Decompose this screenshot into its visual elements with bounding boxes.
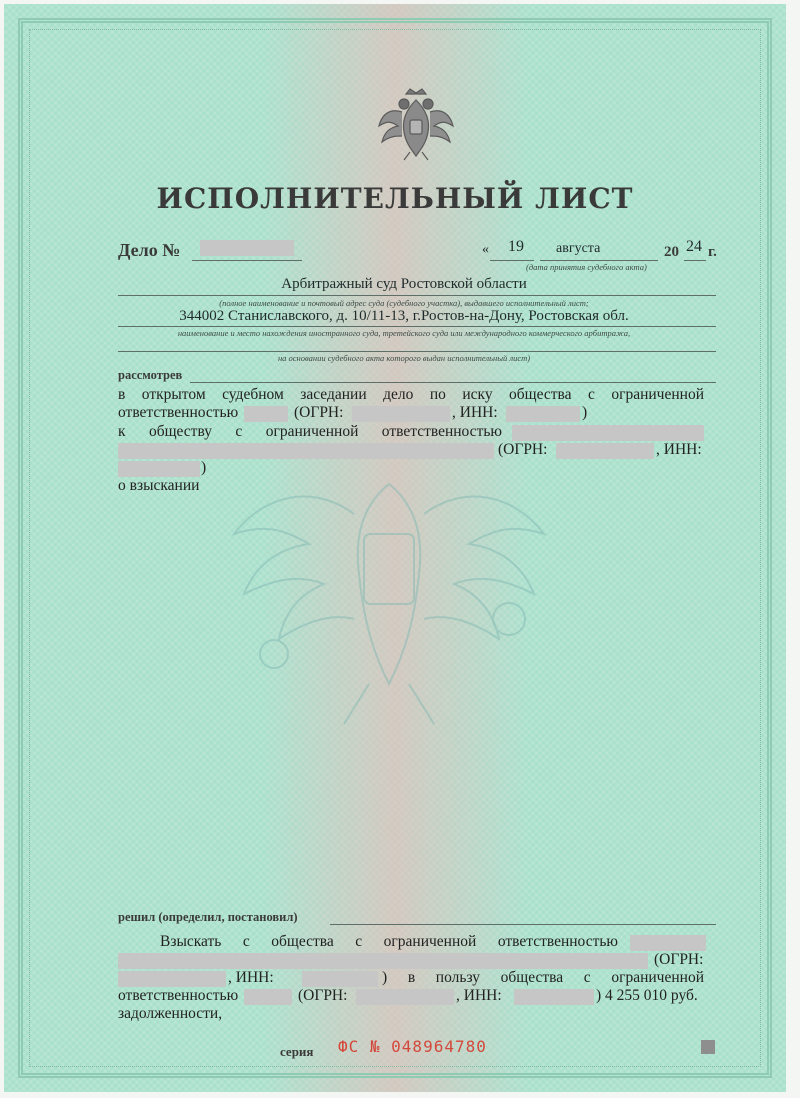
considered-line [190, 382, 716, 383]
corner-mark [701, 1040, 715, 1054]
date-day: 19 [508, 238, 524, 255]
foreign-court-caption: наименование и место нахождения иностранного суда, третейского суда или международного коммерческого арбитража, [177, 328, 631, 338]
defendant-name-redacted-2 [118, 443, 494, 459]
creditor-name-redacted [244, 989, 292, 1005]
considered-text-line-2c: , ИНН: [452, 404, 498, 421]
date-year-line [684, 260, 706, 261]
decided-text-line-5: задолженности, [118, 1005, 223, 1022]
creditor-ogrn-redacted [356, 989, 454, 1005]
considered-text-line-2b: (ОГРН: [294, 404, 344, 421]
considered-text-line-2d: ) [582, 404, 588, 421]
debtor-ogrn-redacted [118, 971, 226, 987]
date-year-suffix: 24 [686, 238, 702, 255]
case-number-redacted [200, 240, 294, 256]
defendant-name-redacted-1 [512, 425, 704, 441]
court-caption: (полное наименование и почтовый адрес суда (судебного участка), выдавшего исполнительный лист; [219, 298, 589, 308]
date-month: августа [556, 241, 601, 256]
case-number-line [192, 260, 302, 261]
decided-text-line-2: (ОГРН: [654, 951, 704, 968]
decided-text-line-4c: , ИНН: [456, 987, 502, 1004]
plaintiff-ogrn-redacted [352, 406, 450, 422]
debtor-name-redacted-2 [118, 953, 648, 969]
court-address: 344002 Станиславского, д. 10/11-13, г.Ростов-на-Дону, Ростовская обл. [179, 308, 629, 324]
debtor-name-redacted-1 [630, 935, 706, 951]
document-title: ИСПОЛНИТЕЛЬНЫЙ ЛИСТ [156, 182, 634, 215]
decided-text-line-3b: ) в пользу общества с ограниченной [382, 969, 704, 986]
series-number: ФС № 048964780 [338, 1037, 487, 1056]
act-line [118, 351, 716, 352]
act-caption: на основании судебного акта которого выдан исполнительный лист) [277, 353, 531, 363]
date-year-unit: г. [708, 244, 717, 260]
double-headed-eagle-watermark-icon [214, 444, 564, 734]
considered-text-line-4a: (ОГРН: [498, 441, 548, 458]
decided-label: решил (определил, постановил) [118, 910, 298, 924]
decided-line [330, 924, 716, 925]
considered-text-line-6: о взыскании [118, 477, 200, 494]
court-address-line [118, 326, 716, 327]
considered-label: рассмотрев [118, 368, 183, 382]
considered-text-line-2a: ответственностью [118, 404, 239, 421]
defendant-ogrn-redacted [556, 443, 654, 459]
double-headed-eagle-emblem-icon [376, 86, 456, 162]
date-day-line [490, 260, 534, 261]
decided-text-line-4b: (ОГРН: [298, 987, 348, 1004]
date-open-quote: « [482, 242, 489, 257]
case-number-label: Дело № [118, 240, 181, 260]
decided-text-line-4d: ) 4 255 010 руб. [596, 987, 698, 1004]
decided-text-line-3a: , ИНН: [228, 969, 274, 986]
series-label: серия [280, 1044, 314, 1059]
decided-text-line-4a: ответственностью [118, 987, 239, 1004]
date-year-prefix: 20 [664, 244, 679, 260]
plaintiff-inn-redacted [506, 406, 580, 422]
document-page [4, 4, 786, 1092]
defendant-inn-redacted [118, 461, 200, 477]
court-name-line [118, 295, 716, 296]
considered-text-line-1: в открытом судебном заседании дело по иску общества с ограниченной [118, 386, 704, 403]
considered-text-line-3: к обществу с ограниченной ответственностью [118, 423, 502, 440]
court-name: Арбитражный суд Ростовской области [281, 276, 527, 292]
considered-text-line-5: ) [201, 459, 207, 476]
considered-text-line-4b: , ИНН: [656, 441, 702, 458]
date-caption: (дата принятия судебного акта) [526, 262, 647, 272]
creditor-inn-redacted [514, 989, 594, 1005]
plaintiff-name-redacted [244, 406, 288, 422]
debtor-inn-redacted [302, 971, 378, 987]
decided-text-line-1: Взыскать с общества с ограниченной ответственностью [160, 933, 618, 950]
date-month-line [540, 260, 658, 261]
